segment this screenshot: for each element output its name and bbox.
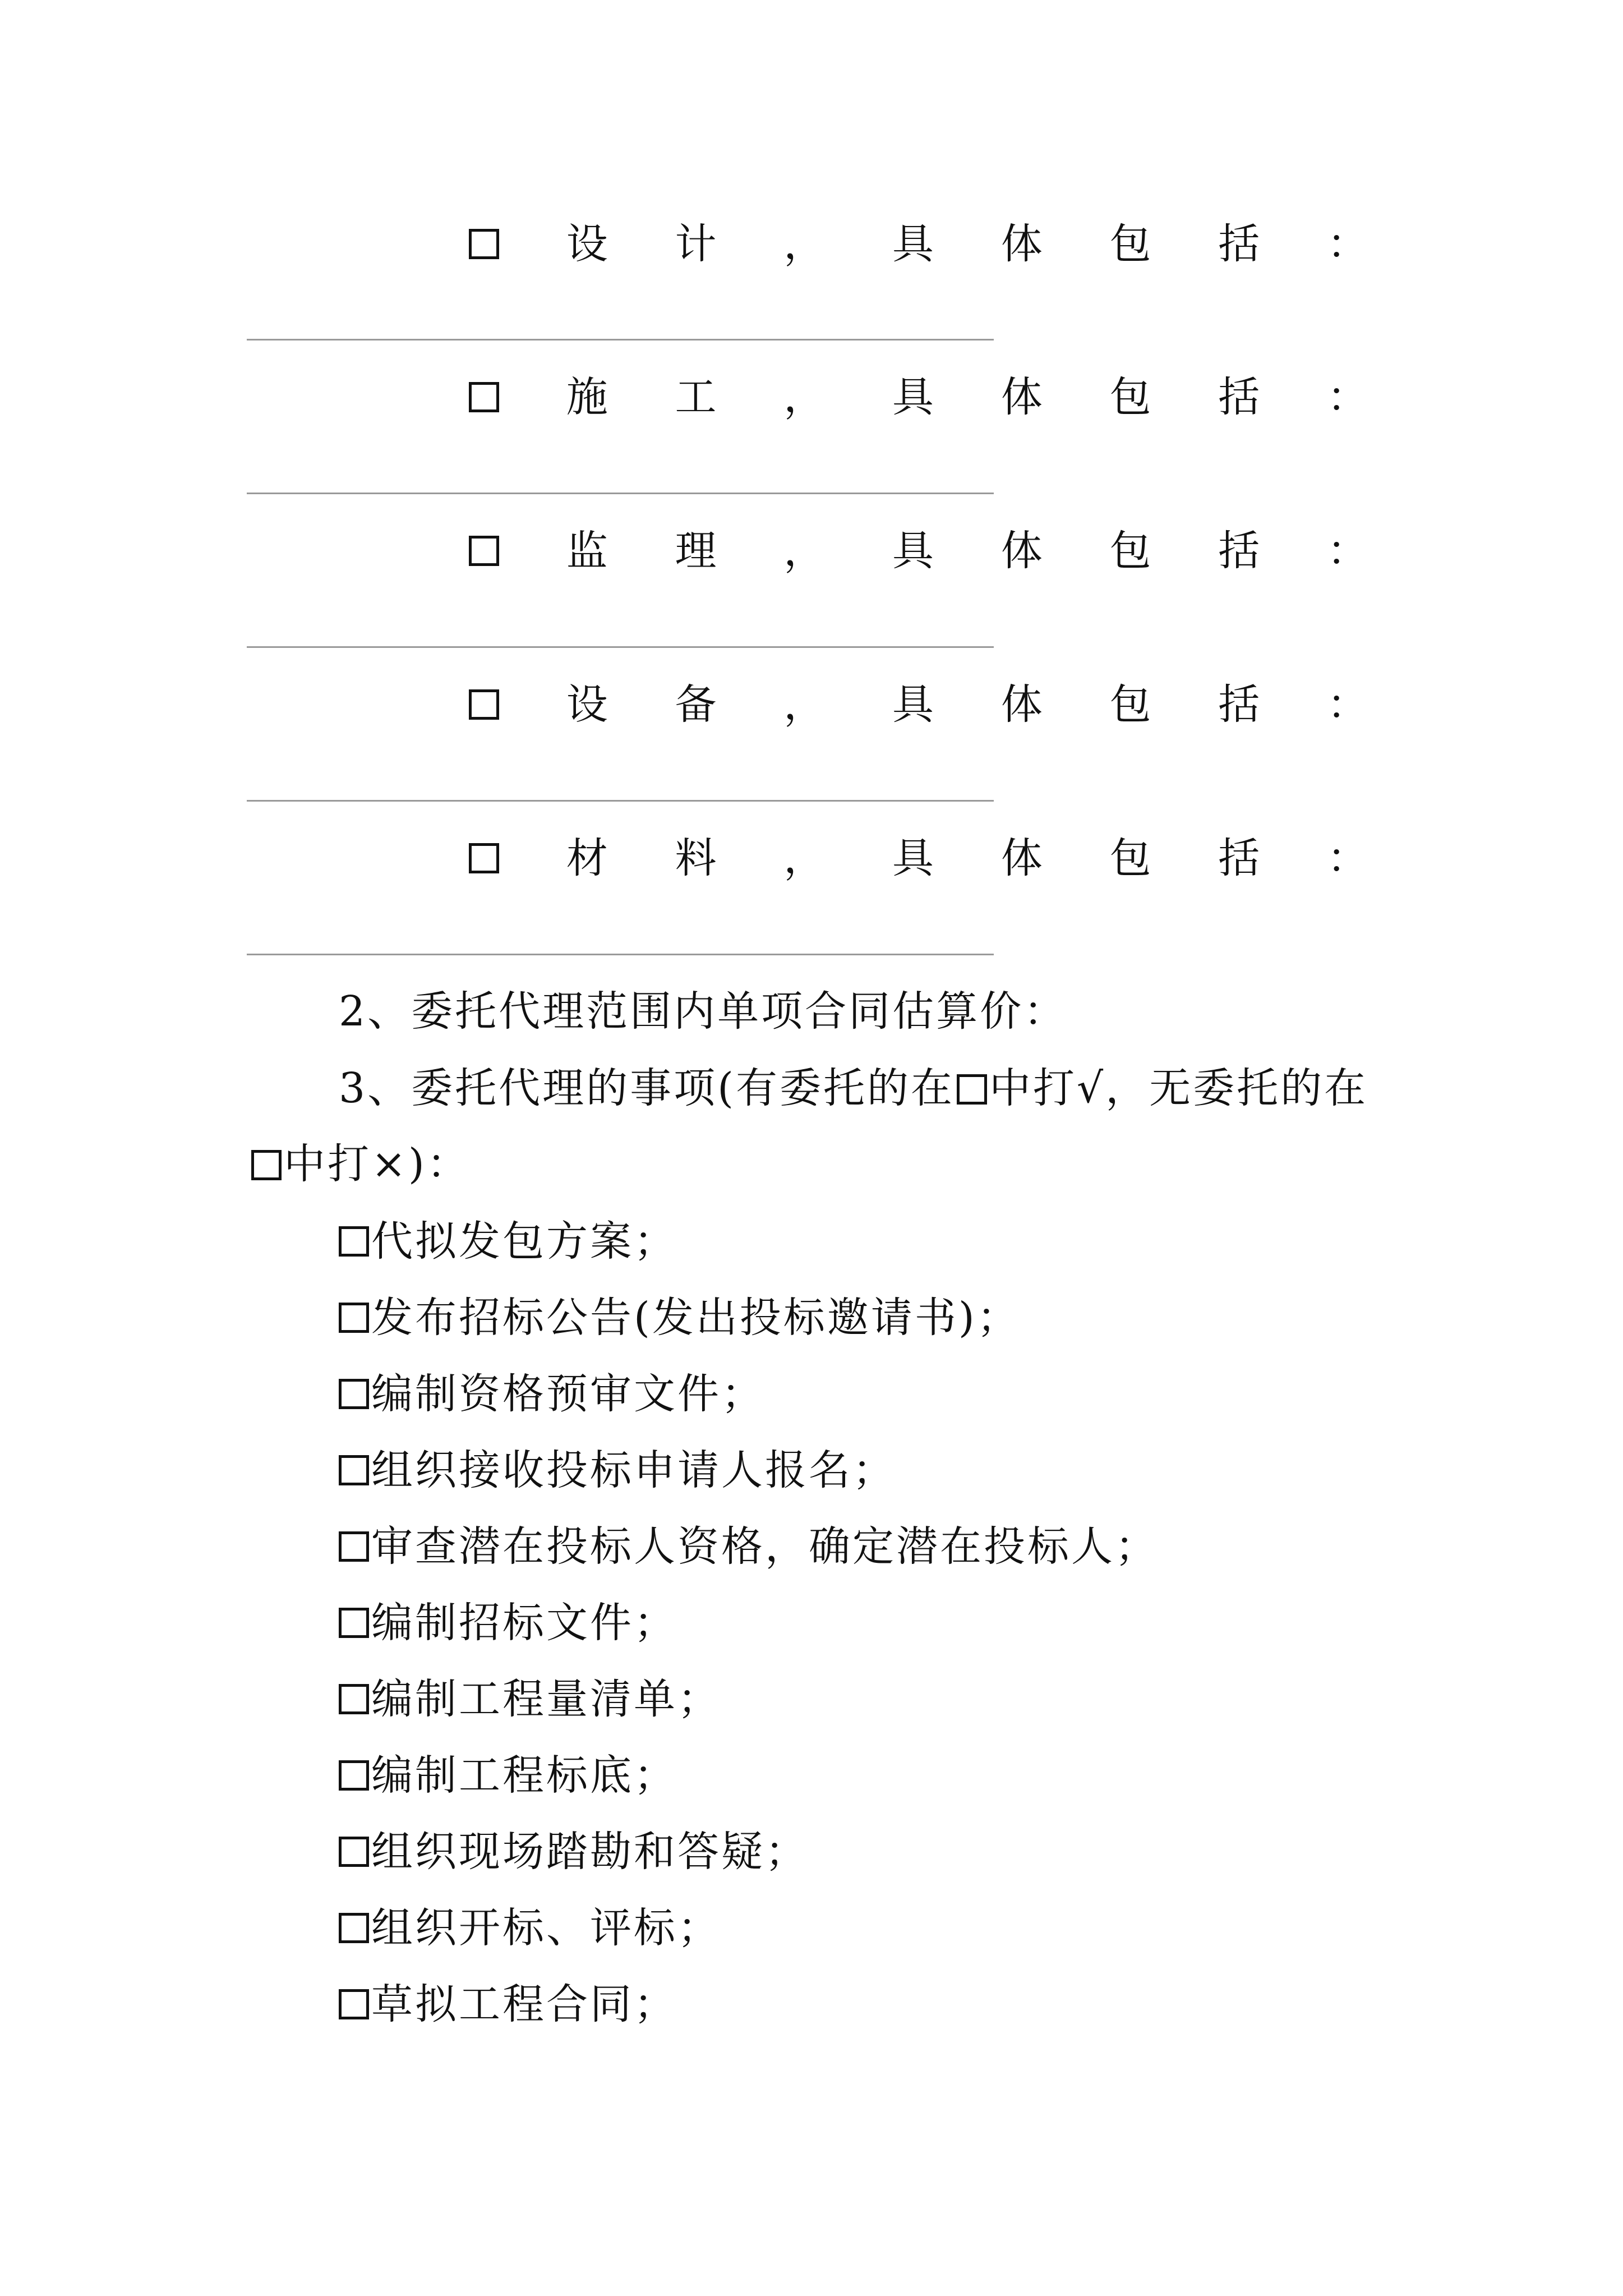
fill-in-line[interactable] [247,954,994,955]
checkbox[interactable] [339,1989,369,2019]
scope-row-construction [469,366,1368,428]
fill-in-line[interactable] [247,800,994,802]
scope-char: ： [1327,680,1368,729]
fill-in-line[interactable] [247,493,994,494]
checkbox[interactable] [469,843,499,873]
scope-row-materials [469,827,1368,889]
scope-char: 设 [566,680,608,729]
scope-row-design [469,213,1368,275]
checkbox[interactable] [339,1913,369,1943]
checkbox[interactable] [469,689,499,720]
scope-row-equipment [469,674,1368,735]
checklist-item-label: 编制工程量清单； [371,1675,721,1723]
scope-char: ， [783,373,826,421]
checklist-item [339,1668,721,1730]
checklist-item-label: 草拟工程合同； [371,1980,677,2028]
checkbox[interactable] [339,1608,369,1638]
scope-char: 料 [675,834,717,882]
checklist-item [339,1287,1021,1349]
scope-char: 具 [892,834,934,882]
scope-char: ： [1327,220,1368,268]
checklist-item-label: 组织现场踏勘和答疑； [371,1828,809,1876]
scope-char: ： [1327,373,1368,421]
checklist-item-label: 发布招标公告(发出投标邀请书)； [371,1294,1021,1342]
checklist-item-label: 审查潜在投标人资格，确定潜在投标人； [371,1522,1159,1571]
scope-char: 包 [1109,373,1151,421]
checkbox[interactable] [339,1455,369,1485]
scope-char: 体 [1000,527,1043,575]
paragraph-text: 3、委托代理的事项(有委托的在 [339,1064,955,1112]
paragraph-entrusted-matters-line1 [339,1057,1368,1119]
scope-char: 监 [566,527,608,575]
checklist-item-label: 组织开标、评标； [371,1904,721,1952]
checkbox[interactable] [339,1303,369,1333]
checklist-item-label: 编制资格预审文件； [371,1370,765,1418]
scope-char: 理 [675,527,717,575]
scope-char: 包 [1109,680,1151,729]
scope-char: 体 [1000,220,1043,268]
scope-char: ： [1327,834,1368,882]
checklist-item-label: 组织接收投标申请人报名； [371,1446,896,1494]
scope-char: 包 [1109,834,1151,882]
scope-char: ， [783,527,826,575]
checkbox[interactable] [469,536,499,566]
scope-char: 计 [675,220,717,268]
scope-char: 体 [1000,373,1043,421]
scope-char: 包 [1109,220,1151,268]
scope-char: ， [783,680,826,729]
scope-char: 具 [892,220,934,268]
scope-char: 备 [675,680,717,729]
checklist-item [339,1821,809,1883]
checkbox[interactable] [339,1837,369,1867]
scope-char: 包 [1109,527,1151,575]
scope-char: ， [783,834,826,882]
checkbox[interactable] [339,1379,369,1409]
scope-char: ： [1327,527,1368,575]
checklist-item [339,1973,677,2035]
checklist-item [339,1592,677,1654]
checkbox[interactable] [339,1760,369,1791]
scope-char: 设 [566,220,608,268]
checkbox[interactable] [339,1226,369,1257]
checklist-item [339,1897,721,1959]
checkbox[interactable] [469,382,499,412]
scope-char: 括 [1218,680,1260,729]
scope-char: 体 [1000,680,1043,729]
checkbox[interactable] [339,1531,369,1562]
scope-char: 括 [1218,527,1260,575]
checkbox[interactable] [339,1684,369,1714]
scope-char: 具 [892,527,934,575]
checkbox[interactable] [469,229,499,259]
scope-char: 括 [1218,373,1260,421]
paragraph-text: 中打×)： [284,1140,471,1188]
scope-char: 材 [566,834,608,882]
checkbox-symbol [251,1150,282,1180]
scope-row-supervision [469,520,1368,582]
scope-char: ， [783,220,826,268]
checklist-item [339,1745,677,1806]
checklist-item-label: 编制工程标底； [371,1751,677,1800]
paragraph-entrusted-matters-line2 [249,1133,471,1195]
checklist-item [339,1211,677,1272]
scope-char: 施 [566,373,608,421]
paragraph-estimated-price: 2、委托代理范围内单项合同估算价： [339,987,1068,1036]
scope-char: 括 [1218,834,1260,882]
paragraph-text: 中打√，无委托的在 [989,1064,1368,1112]
checklist-item-label: 代拟发包方案； [371,1217,677,1266]
fill-in-line[interactable] [247,646,994,648]
scope-char: 体 [1000,834,1043,882]
scope-char: 工 [675,373,717,421]
scope-char: 具 [892,680,934,729]
checklist-item [339,1516,1159,1577]
scope-char: 具 [892,373,934,421]
checklist-item [339,1363,765,1425]
checklist-item [339,1439,896,1501]
checkbox-symbol [957,1074,987,1105]
fill-in-line[interactable] [247,339,994,341]
checklist-item-label: 编制招标文件； [371,1599,677,1647]
scope-char: 括 [1218,220,1260,268]
